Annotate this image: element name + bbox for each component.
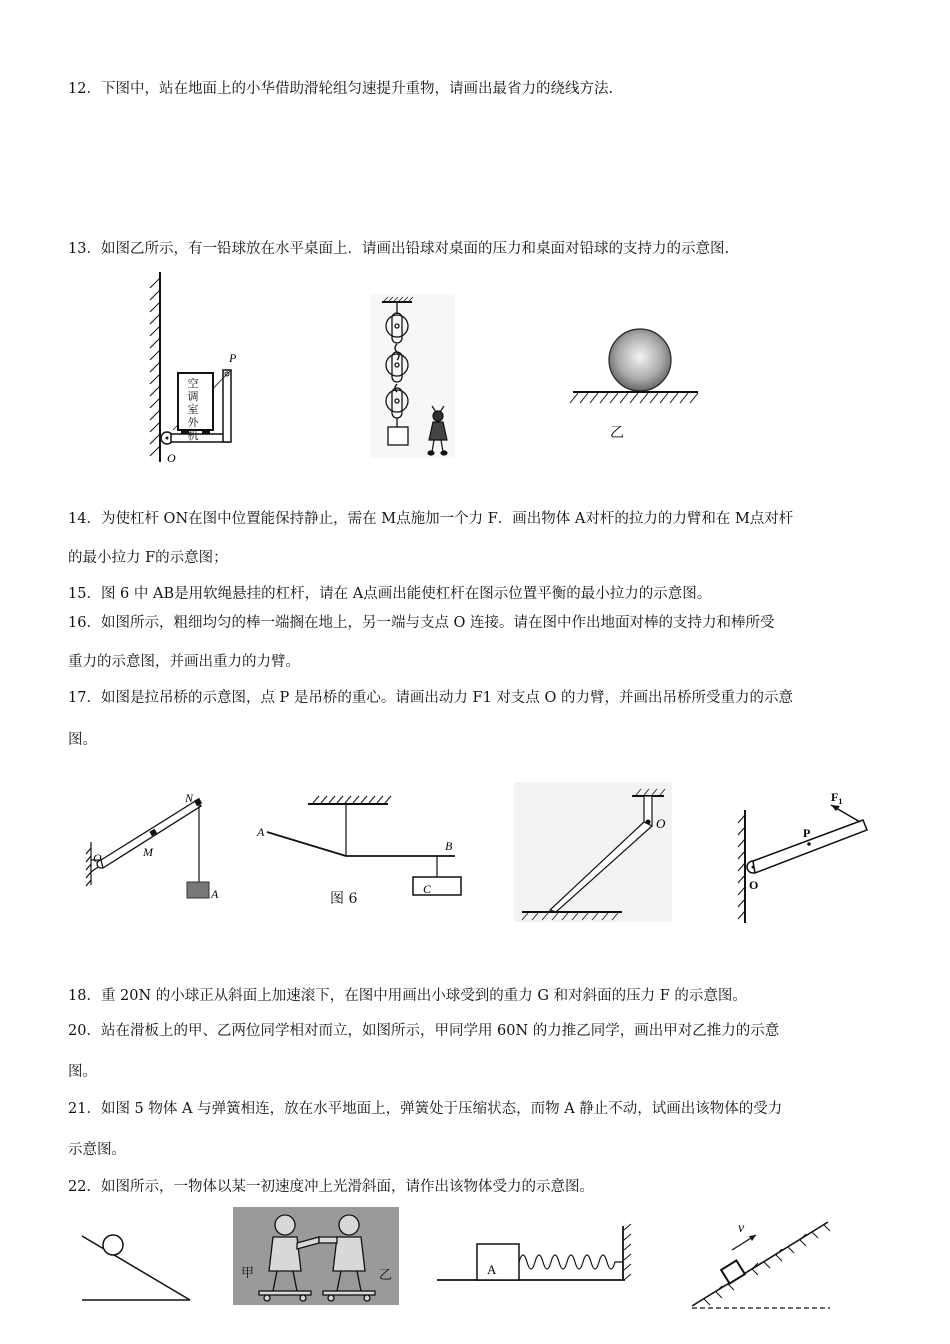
question-20-line-1: 20．站在滑板上的甲、乙两位同学相对而立，如图所示，甲同学用 60N 的力推乙同学，画出甲对乙推力的示意: [68, 1023, 780, 1039]
pulley-system-figure: [370, 294, 455, 458]
question-20-line-2: 图。: [68, 1064, 97, 1080]
label-o: O: [167, 451, 176, 465]
spring-block-figure: [435, 1222, 635, 1284]
ball-figure-caption: 乙: [610, 425, 624, 441]
question-17-line-2: 图。: [68, 732, 97, 748]
question-22: 22．如图所示，一物体以某一初速度冲上光滑斜面，请作出该物体受力的示意图。: [68, 1179, 594, 1195]
question-16-line-1: 16．如图所示，粗细均匀的棒一端搁在地上，另一端与支点 O 连接。请在图中作出地面对棒的支持力和棒所受: [68, 615, 775, 631]
question-17-line-1: 17．如图是拉吊桥的示意图，点 P 是吊桥的重心。请画出动力 F1 对支点 O 的力臂，并画出吊桥所受重力的示意: [68, 690, 794, 706]
question-18: 18．重 20N 的小球正从斜面上加速滚下，在图中用画出小球受到的重力 G 和对斜面的压力 F 的示意图。: [68, 988, 747, 1004]
lever-on-figure: [85, 790, 225, 910]
question-12: 12．下图中，站在地面上的小华借助滑轮组匀速提升重物，请画出最省力的绕线方法.: [68, 81, 614, 97]
label-p: P: [803, 826, 811, 840]
question-14-line-2: 的最小拉力 F的示意图；: [68, 550, 228, 566]
label-o: O: [749, 878, 759, 892]
figure-6-hanging-lever: [255, 792, 470, 902]
label-jia: 甲: [241, 1265, 255, 1280]
ball-on-incline-figure: [78, 1228, 198, 1304]
rod-on-ground-figure: [514, 782, 672, 922]
label-n: N: [185, 791, 194, 805]
question-13: 13．如图乙所示，有一铅球放在水平桌面上．请画出铅球对桌面的压力和桌面对铅球的支持力的示意图.: [68, 241, 730, 257]
label-m: M: [143, 845, 153, 859]
label-p: P: [229, 351, 237, 365]
label-v: v: [738, 1221, 745, 1236]
label-o: O: [656, 816, 666, 831]
ball-on-table-figure: [568, 328, 703, 410]
label-f1: $F_1$: [831, 790, 843, 806]
label-a: A: [487, 1262, 497, 1277]
label-yi: 乙: [379, 1267, 393, 1282]
figure-6-caption: 图 6: [330, 891, 358, 907]
question-21-line-2: 示意图。: [68, 1142, 126, 1158]
question-16-line-2: 重力的示意图，并画出重力的力臂。: [68, 654, 300, 670]
block-on-smooth-incline-figure: [690, 1212, 840, 1310]
question-15: 15．图 6 中 AB是用软绳悬挂的杠杆，请在 A点画出能使杠杆在图示位置平衡的最小拉力的示意图。: [68, 586, 712, 602]
label-c: C: [423, 882, 432, 896]
drawbridge-figure: [735, 785, 875, 925]
label-a: A: [257, 825, 265, 839]
skateboard-students-figure: [233, 1207, 399, 1305]
question-21-line-1: 21．如图 5 物体 A 与弹簧相连，放在水平地面上，弹簧处于压缩状态，而物 A 静止不动，试画出该物体的受力: [68, 1101, 783, 1117]
label-b: B: [445, 839, 453, 853]
aircon-unit-label: 空调室外机: [187, 377, 199, 442]
label-o: O: [93, 851, 102, 865]
label-a: A: [211, 887, 219, 901]
question-14-line-1: 14．为使杠杆 ON在图中位置能保持静止，需在 M点施加一个力 F．画出物体 A对杆的拉力的力臂和在 M点对杆: [68, 511, 794, 527]
